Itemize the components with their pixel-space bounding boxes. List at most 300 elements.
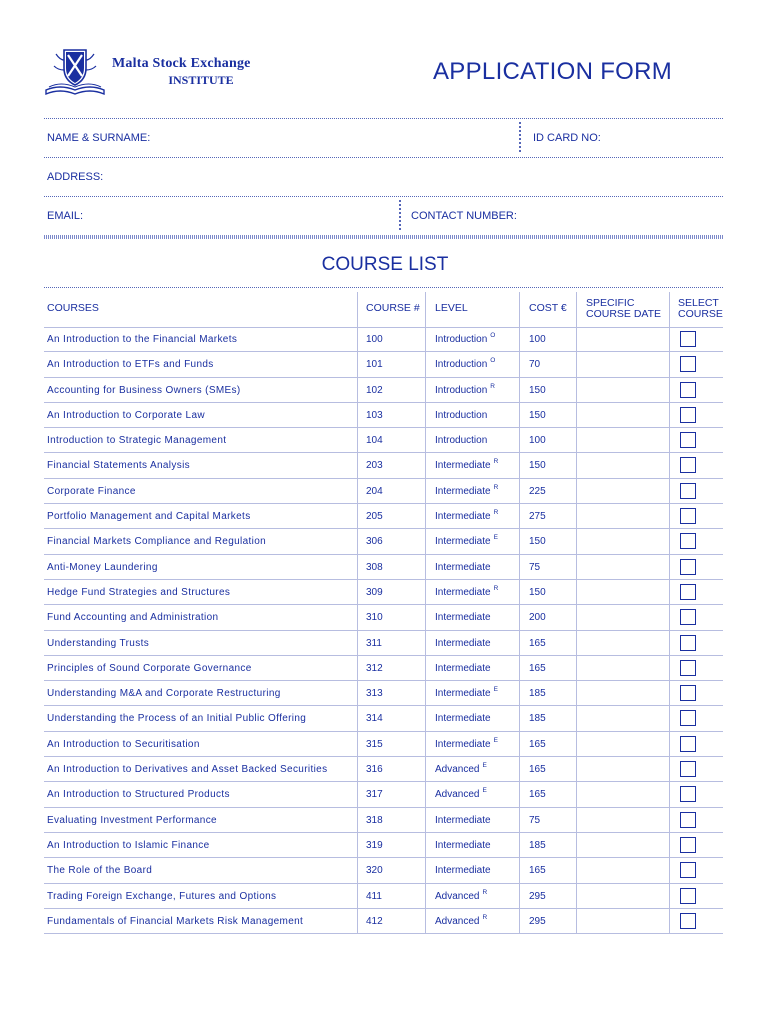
column-rule	[576, 352, 577, 376]
select-course-checkbox[interactable]	[680, 888, 696, 904]
column-rule	[357, 403, 358, 427]
column-rule	[425, 833, 426, 857]
column-rule	[425, 555, 426, 579]
column-rule	[357, 292, 358, 327]
column-rule	[576, 833, 577, 857]
table-row	[44, 428, 723, 453]
column-rule	[519, 403, 520, 427]
table-row	[44, 327, 723, 352]
table-row	[44, 884, 723, 909]
course-level	[435, 511, 498, 522]
course-cost: 185	[529, 713, 546, 725]
select-course-checkbox[interactable]	[680, 331, 696, 347]
column-rule	[669, 605, 670, 629]
column-rule	[519, 909, 520, 933]
column-rule	[357, 706, 358, 730]
course-level-text: Intermediate	[435, 662, 491, 674]
select-course-checkbox[interactable]	[680, 609, 696, 625]
column-rule	[669, 757, 670, 781]
column-rule	[357, 428, 358, 452]
course-level-text: Intermediate	[435, 814, 491, 826]
column-rule	[669, 403, 670, 427]
course-name: Understanding M&A and Corporate Restructuring	[47, 688, 281, 700]
column-rule	[357, 808, 358, 832]
course-level	[435, 435, 487, 446]
select-course-checkbox[interactable]	[680, 660, 696, 676]
table-row	[44, 453, 723, 478]
column-rule	[669, 858, 670, 882]
column-rule	[425, 605, 426, 629]
course-name: An Introduction to ETFs and Funds	[47, 359, 214, 371]
header-level: LEVEL	[435, 302, 468, 314]
column-rule	[576, 782, 577, 806]
course-level	[435, 612, 491, 623]
level-mark: E	[493, 686, 498, 694]
column-rule	[519, 428, 520, 452]
course-number: 318	[366, 814, 383, 826]
course-name: Hedge Fund Strategies and Structures	[47, 586, 231, 598]
course-number: 102	[366, 384, 383, 396]
select-course-checkbox[interactable]	[680, 584, 696, 600]
select-course-checkbox[interactable]	[680, 508, 696, 524]
header-select-course	[678, 298, 723, 320]
column-rule	[576, 378, 577, 402]
course-name: Evaluating Investment Performance	[47, 814, 217, 826]
course-number: 100	[366, 334, 383, 345]
column-rule	[669, 706, 670, 730]
course-number: 309	[366, 586, 383, 598]
column-rule	[669, 327, 670, 351]
column-rule	[519, 292, 520, 327]
header-select-line2: COURSE	[678, 308, 723, 320]
table-row	[44, 605, 723, 630]
course-name: An Introduction to the Financial Markets	[47, 334, 238, 345]
column-rule	[425, 403, 426, 427]
column-rule	[519, 529, 520, 553]
course-level-text: Intermediate	[435, 839, 491, 851]
column-rule	[357, 378, 358, 402]
course-name: Fundamentals of Financial Markets Risk Management	[47, 915, 304, 927]
select-course-checkbox[interactable]	[680, 710, 696, 726]
course-level	[435, 562, 491, 573]
course-level	[435, 913, 488, 927]
column-rule	[425, 656, 426, 680]
course-list-title: COURSE LIST	[321, 254, 449, 275]
course-name: Understanding Trusts	[47, 637, 150, 649]
column-rule	[669, 352, 670, 376]
course-number: 314	[366, 713, 383, 725]
course-cost: 295	[529, 915, 546, 927]
course-level	[435, 536, 498, 547]
column-rule	[519, 808, 520, 832]
column-rule	[669, 631, 670, 655]
course-level-text: Intermediate	[435, 586, 491, 598]
course-number: 306	[366, 536, 383, 548]
course-name: Fund Accounting and Administration	[47, 612, 219, 624]
level-mark: E	[482, 762, 487, 770]
level-mark: R	[490, 382, 495, 390]
course-level	[435, 736, 498, 750]
column-rule	[576, 529, 577, 553]
level-mark: R	[493, 509, 499, 517]
column-rule	[357, 858, 358, 882]
course-level-text: Introduction	[435, 334, 488, 345]
course-cost: 200	[529, 612, 546, 624]
column-rule	[576, 732, 577, 756]
column-rule	[425, 428, 426, 452]
field-separator	[519, 122, 521, 152]
course-cost: 165	[529, 662, 546, 674]
column-rule	[519, 580, 520, 604]
course-cost: 100	[529, 334, 546, 345]
level-mark: R	[493, 458, 499, 466]
select-course-checkbox[interactable]	[680, 913, 696, 929]
column-rule	[357, 833, 358, 857]
course-name: Principles of Sound Corporate Governance	[47, 662, 252, 674]
column-rule	[669, 292, 670, 327]
course-cost: 165	[529, 738, 546, 750]
course-level-text: Intermediate	[435, 561, 491, 573]
column-rule	[519, 884, 520, 908]
course-level-text: Intermediate	[435, 536, 491, 548]
course-name: Introduction to Strategic Management	[47, 435, 227, 447]
course-number: 103	[366, 409, 383, 421]
organization-name-line2: INSTITUTE	[168, 73, 234, 87]
course-number: 308	[366, 561, 383, 573]
course-name: The Role of the Board	[47, 865, 153, 877]
course-name: Portfolio Management and Capital Markets	[47, 511, 251, 523]
course-number: 319	[366, 839, 383, 851]
course-level-text: Introduction	[435, 435, 488, 447]
field-separator	[399, 200, 401, 230]
course-name: Corporate Finance	[47, 485, 136, 497]
header-cost: COST €	[529, 302, 567, 314]
course-cost: 165	[529, 865, 546, 877]
course-level	[435, 865, 491, 876]
course-cost: 75	[529, 814, 541, 826]
table-row	[44, 352, 723, 377]
course-number: 313	[366, 688, 383, 700]
column-rule	[576, 403, 577, 427]
column-rule	[669, 378, 670, 402]
course-level-text: Intermediate	[435, 738, 491, 750]
contact-number-label: CONTACT NUMBER:	[411, 210, 517, 222]
column-rule	[576, 453, 577, 477]
column-rule	[519, 453, 520, 477]
select-course-checkbox[interactable]	[680, 356, 696, 372]
table-row	[44, 479, 723, 504]
course-level	[435, 688, 498, 699]
column-rule	[425, 757, 426, 781]
select-course-checkbox[interactable]	[680, 533, 696, 549]
course-number: 204	[366, 485, 383, 497]
column-rule	[519, 631, 520, 655]
table-row	[44, 757, 723, 782]
column-rule	[357, 884, 358, 908]
course-name: An Introduction to Corporate Law	[47, 409, 205, 421]
course-cost: 225	[529, 485, 546, 497]
course-level	[435, 638, 491, 649]
column-rule	[669, 732, 670, 756]
column-rule	[669, 453, 670, 477]
column-rule	[519, 504, 520, 528]
table-row	[44, 631, 723, 656]
course-level	[435, 888, 488, 902]
course-level	[435, 483, 499, 497]
course-number: 320	[366, 865, 383, 877]
organization-name	[112, 56, 290, 88]
table-row	[44, 858, 723, 883]
course-level-text: Intermediate	[435, 713, 491, 725]
column-rule	[519, 757, 520, 781]
column-rule	[519, 378, 520, 402]
course-name: Understanding the Process of an Initial Public Offering	[47, 713, 307, 725]
course-cost: 185	[529, 839, 546, 851]
course-level	[435, 359, 495, 370]
table-row	[44, 833, 723, 858]
column-rule	[357, 479, 358, 503]
select-course-checkbox[interactable]	[680, 407, 696, 423]
column-rule	[357, 504, 358, 528]
select-course-checkbox[interactable]	[680, 457, 696, 473]
course-level-text: Intermediate	[435, 865, 491, 877]
column-rule	[357, 580, 358, 604]
course-name: Financial Markets Compliance and Regulation	[47, 536, 267, 548]
column-rule	[357, 681, 358, 705]
column-rule	[425, 732, 426, 756]
course-cost: 150	[529, 536, 546, 548]
column-rule	[576, 631, 577, 655]
course-number: 411	[366, 890, 382, 902]
select-course-checkbox[interactable]	[680, 736, 696, 752]
divider	[44, 287, 723, 288]
column-rule	[519, 605, 520, 629]
level-mark: O	[490, 357, 496, 365]
course-level-text: Intermediate	[435, 511, 491, 523]
column-rule	[669, 808, 670, 832]
course-name: An Introduction to Securitisation	[47, 738, 200, 750]
course-name: Anti-Money Laundering	[47, 561, 158, 573]
column-rule	[576, 327, 577, 351]
column-rule	[669, 428, 670, 452]
column-rule	[425, 580, 426, 604]
name-field-line[interactable]	[44, 157, 723, 158]
level-mark: R	[482, 913, 488, 921]
select-course-checkbox[interactable]	[680, 635, 696, 651]
course-level	[435, 764, 487, 775]
level-mark: R	[482, 888, 488, 896]
table-row	[44, 403, 723, 428]
course-name: An Introduction to Structured Products	[47, 789, 230, 801]
select-course-checkbox[interactable]	[680, 761, 696, 777]
table-row	[44, 732, 723, 757]
column-rule	[425, 292, 426, 327]
table-row	[44, 555, 723, 580]
header-date-line1: SPECIFIC	[586, 297, 635, 309]
table-row	[44, 782, 723, 807]
column-rule	[519, 732, 520, 756]
select-course-checkbox[interactable]	[680, 685, 696, 701]
column-rule	[669, 884, 670, 908]
course-number: 205	[366, 511, 383, 523]
column-rule	[576, 681, 577, 705]
column-rule	[669, 555, 670, 579]
form-title: APPLICATION FORM	[433, 58, 673, 85]
table-row	[44, 378, 723, 403]
table-row	[44, 909, 723, 934]
column-rule	[669, 529, 670, 553]
course-cost: 70	[529, 359, 541, 371]
column-rule	[519, 352, 520, 376]
course-name: Financial Statements Analysis	[47, 460, 190, 472]
column-rule	[425, 327, 426, 351]
table-row	[44, 681, 723, 706]
course-cost: 150	[529, 409, 546, 421]
column-rule	[669, 580, 670, 604]
course-level-text: Advanced	[435, 789, 480, 801]
divider	[44, 118, 723, 119]
course-level-text: Advanced	[435, 890, 480, 902]
section-divider	[44, 235, 723, 239]
institute-logo-icon	[44, 46, 106, 96]
table-row	[44, 529, 723, 554]
course-cost: 150	[529, 586, 546, 598]
header-date-line2: COURSE DATE	[586, 308, 662, 320]
column-rule	[519, 656, 520, 680]
select-course-checkbox[interactable]	[680, 382, 696, 398]
column-rule	[425, 378, 426, 402]
column-rule	[576, 479, 577, 503]
course-name: Accounting for Business Owners (SMEs)	[47, 384, 241, 396]
table-row	[44, 504, 723, 529]
select-course-checkbox[interactable]	[680, 432, 696, 448]
select-course-checkbox[interactable]	[680, 786, 696, 802]
course-level	[435, 410, 487, 421]
level-mark: E	[493, 736, 498, 744]
header-courses: COURSES	[47, 302, 99, 314]
course-cost: 185	[529, 688, 546, 700]
address-field-line[interactable]	[44, 196, 723, 197]
table-row	[44, 808, 723, 833]
column-rule	[576, 656, 577, 680]
column-rule	[357, 656, 358, 680]
course-cost: 150	[529, 460, 546, 472]
column-rule	[357, 757, 358, 781]
column-rule	[425, 808, 426, 832]
course-level	[435, 460, 498, 471]
column-rule	[357, 732, 358, 756]
table-row	[44, 706, 723, 731]
column-rule	[357, 453, 358, 477]
column-rule	[357, 529, 358, 553]
column-rule	[519, 327, 520, 351]
column-rule	[425, 352, 426, 376]
course-number: 101	[366, 359, 383, 371]
column-rule	[669, 504, 670, 528]
column-rule	[576, 706, 577, 730]
column-rule	[357, 555, 358, 579]
column-rule	[425, 909, 426, 933]
column-rule	[357, 327, 358, 351]
column-rule	[576, 909, 577, 933]
column-rule	[425, 681, 426, 705]
course-level-text: Intermediate	[435, 485, 491, 497]
level-mark: R	[493, 483, 499, 491]
table-row	[44, 580, 723, 605]
column-rule	[669, 909, 670, 933]
course-level-text: Advanced	[435, 764, 480, 776]
column-rule	[425, 529, 426, 553]
level-mark: E	[482, 787, 487, 795]
name-surname-label: NAME & SURNAME:	[47, 132, 151, 144]
column-rule	[669, 681, 670, 705]
column-rule	[576, 428, 577, 452]
column-rule	[425, 504, 426, 528]
column-rule	[576, 858, 577, 882]
id-card-label: ID CARD NO:	[533, 132, 601, 144]
course-level	[435, 840, 491, 851]
column-rule	[519, 833, 520, 857]
course-number: 104	[366, 435, 383, 447]
course-level-text: Introduction	[435, 409, 488, 421]
column-rule	[669, 656, 670, 680]
column-rule	[357, 909, 358, 933]
course-level-text: Introduction	[435, 359, 488, 371]
course-number: 310	[366, 612, 383, 624]
course-level-text: Advanced	[435, 915, 480, 927]
course-number: 412	[366, 915, 383, 927]
select-course-checkbox[interactable]	[680, 862, 696, 878]
course-level	[435, 789, 487, 800]
select-course-checkbox[interactable]	[680, 559, 696, 575]
course-number: 315	[366, 738, 383, 750]
column-rule	[576, 605, 577, 629]
organization-name-line1: Malta Stock Exchange	[112, 56, 251, 71]
level-mark: E	[493, 534, 498, 542]
column-rule	[669, 833, 670, 857]
course-number: 203	[366, 460, 383, 472]
course-number: 312	[366, 662, 383, 674]
course-level	[435, 815, 491, 826]
course-number: 317	[366, 789, 383, 801]
column-rule	[357, 352, 358, 376]
course-cost: 100	[529, 435, 546, 447]
column-rule	[357, 782, 358, 806]
select-course-checkbox[interactable]	[680, 483, 696, 499]
column-rule	[357, 605, 358, 629]
course-name: Trading Foreign Exchange, Futures and Options	[47, 890, 277, 902]
course-level	[435, 663, 491, 674]
column-rule	[576, 555, 577, 579]
select-course-checkbox[interactable]	[680, 837, 696, 853]
column-rule	[519, 681, 520, 705]
column-rule	[519, 479, 520, 503]
course-cost: 275	[529, 511, 546, 523]
course-level-text: Introduction	[435, 384, 488, 396]
column-rule	[519, 555, 520, 579]
column-rule	[576, 884, 577, 908]
select-course-checkbox[interactable]	[680, 812, 696, 828]
course-cost: 165	[529, 637, 546, 649]
column-rule	[425, 479, 426, 503]
course-cost: 75	[529, 561, 541, 573]
email-label: EMAIL:	[47, 210, 84, 222]
column-rule	[576, 757, 577, 781]
column-rule	[519, 706, 520, 730]
address-label: ADDRESS:	[47, 171, 104, 183]
course-level-text: Intermediate	[435, 637, 491, 649]
column-rule	[576, 808, 577, 832]
